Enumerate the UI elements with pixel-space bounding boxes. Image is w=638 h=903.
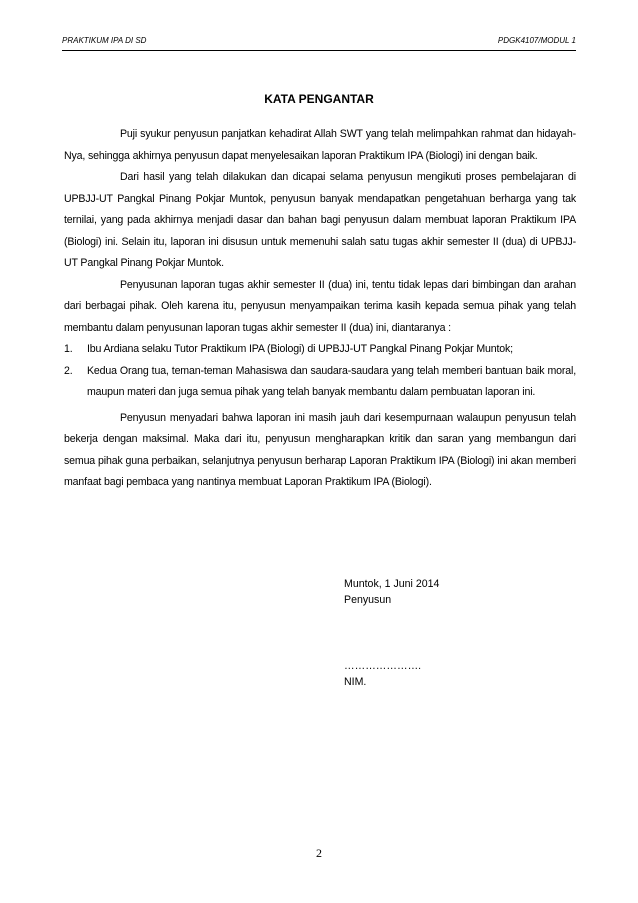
- list-item-text: Ibu Ardiana selaku Tutor Praktikum IPA (Biologi) di UPBJJ-UT Pangkal Pinang Pokjar Muntok;: [87, 343, 513, 355]
- list-item: [64, 339, 576, 361]
- nim-label: NIM.: [344, 676, 367, 688]
- list-item-number: 1.: [64, 343, 73, 355]
- list-item: [64, 361, 576, 404]
- list-item-number: 2.: [64, 364, 73, 377]
- signature-block: [344, 576, 439, 690]
- header-right-text: PDGK4107/MODUL 1: [497, 36, 576, 45]
- header-left-text: PRAKTIKUM IPA DI SD: [62, 36, 147, 45]
- paragraph-2: Dari hasil yang telah dilakukan dan dicapai selama penyusun mengikuti proses pembelajaran di UPBJJ-UT Pangkal Pinang Pokjar Muntok, penyusun banyak mendapatkan pengetahuan berharga yang tak ternilai, yang pada akhirnya menjadi dasar dan bahan bagi penyusun dalam membuat laporan Praktikum IPA (Biologi) ini. Selain itu, laporan ini disusun untuk memenuhi salah satu tugas akhir semester II (dua) di UPBJJ-UT Pangkal Pinang Pokjar Muntok.: [64, 171, 576, 269]
- signature-role: Penyusun: [344, 594, 392, 606]
- acknowledgement-list: [64, 339, 576, 404]
- paragraph-3: Penyusunan laporan tugas akhir semester II (dua) ini, tentu tidak lepas dari bimbingan dan arahan dari berbagai pihak. Oleh karena itu, penyusun menyampaikan terima kasih kepada semua pihak yang telah membantu dalam penyusunan laporan tugas akhir semester II (dua) ini, diantaranya :: [64, 278, 576, 334]
- list-item-text: Kedua Orang tua, teman-teman Mahasiswa dan saudara-saudara yang telah memberi bantuan baik moral, maupun materi dan juga semua pihak yang telah banyak membantu dalam pembuatan laporan ini.: [87, 364, 576, 398]
- document-body: [64, 124, 576, 494]
- paragraph-1: Puji syukur penyusun panjatkan kehadirat Allah SWT yang telah melimpahkan rahmat dan hidayah-Nya, sehingga akhirnya penyusun dapat menyelesaikan laporan Praktikum IPA (Biologi) ini dengan baik.: [64, 128, 576, 162]
- closing-paragraph: Penyusun menyadari bahwa laporan ini masih jauh dari kesempurnaan walaupun penyusun telah bekerja dengan maksimal. Maka dari itu, penyusun mengharapkan kritik dan saran yang membangun dari semua pihak guna perbaikan, selanjutnya penyusun berharap Laporan Praktikum IPA (Biologi) ini akan memberi manfaat bagi pembaca yang nantinya membuat Laporan Praktikum IPA (Biologi).: [64, 411, 576, 488]
- page-title: KATA PENGANTAR: [264, 92, 374, 106]
- header-divider: [62, 50, 576, 51]
- signature-name-placeholder: ………………….: [344, 660, 422, 672]
- place-date: Muntok, 1 Juni 2014: [344, 578, 440, 590]
- running-header: [62, 36, 576, 45]
- signature-space: [344, 608, 439, 658]
- page-number: 2: [316, 846, 322, 860]
